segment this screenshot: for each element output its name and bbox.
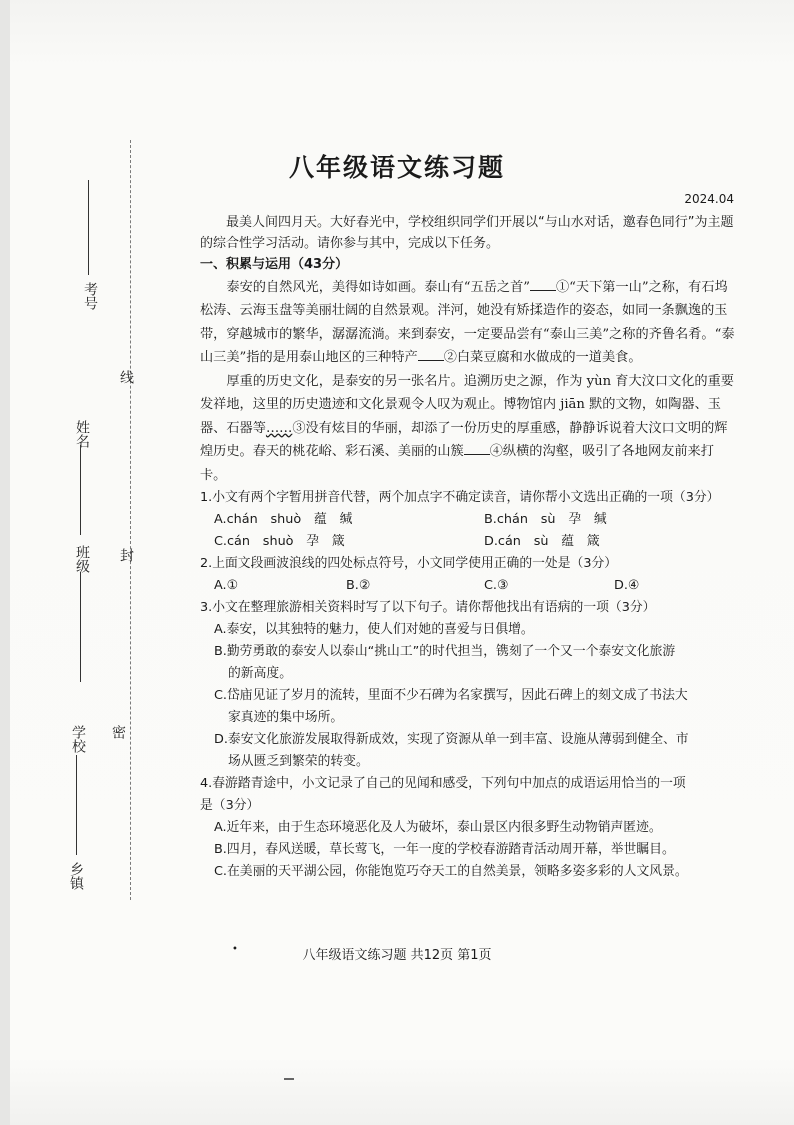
question-3-stem: 3.小文在整理旅游相关资料时写了以下句子。请你帮他找出有语病的一项（3分） (200, 600, 656, 615)
q3-option-d-continued: 场从匮乏到繁荣的转变。 (228, 754, 369, 769)
class-label: 班级 (74, 545, 90, 573)
q3-option-c[interactable]: C.岱庙见证了岁月的流转，里面不少石碑为名家撰写，因此石碑上的刻文成了书法大 (214, 688, 688, 703)
section-heading: 一、积累与运用（43分） (200, 257, 349, 272)
q2-option-d[interactable]: D.④ (614, 578, 640, 593)
q4-option-c[interactable]: C.在美丽的天平湖公园，你能饱览巧夺天工的自然美景，领略多姿多彩的人文风景。 (214, 864, 688, 879)
q1-option-c[interactable]: C.cán shuò 孕 箴 (214, 534, 345, 549)
q4-option-a[interactable]: A.近年来，由于生态环境恶化及人为破坏，泰山景区内很多野生动物销声匿迹。 (214, 820, 662, 835)
q4-option-b[interactable]: B.四月，春风送暖，草长莺飞，一年一度的学校春游踏青活动周开幕，举世瞩目。 (214, 842, 675, 857)
wavy-mark: …… (265, 420, 293, 436)
question-4-stem-continued: 是（3分） (200, 798, 260, 813)
stray-dot: • (232, 944, 238, 955)
intro-paragraph: 最美人间四月天。大好春光中，学校组织同学们开展以“与山水对话，邀春色同行”为主题的综合性学习活动。请你参与其中，完成以下任务。 (200, 215, 734, 251)
q2-option-b[interactable]: B.② (346, 578, 371, 593)
q1-option-a[interactable]: A.chán shuò 蕴 缄 (214, 512, 353, 527)
passage1-part-b: ①“天下第一山”之称，有石坞松涛、云海玉盘等美丽壮阔的自然景观。泮河，她没有矫揉造作的姿态，如同一条飘逸的玉带，穿越城市的繁华，潺潺流淌。来到泰安，一定要品尝有“泰山三美”之称的齐鲁名肴。“泰山三美”指的是用泰山地区的三种特产 (200, 279, 735, 365)
answer-blank (530, 278, 556, 291)
town-label: 乡镇 (68, 862, 84, 890)
passage2-part-a: 厚重的历史文化，是泰安的另一张名片。追溯历史之源，作为 yùn 育大汶口文化的重要发祥地，这里的历史遗迹和文化景观令人叹为观止。博物馆内 jiān 默的文物，如陶器、玉器、石器等 (200, 373, 734, 436)
q3-option-b[interactable]: B.勤劳勇敢的泰安人以泰山“挑山工”的时代担当，镌刻了一个又一个泰安文化旅游 (214, 644, 676, 659)
name-blank (80, 445, 81, 535)
question-2-stem: 2.上面文段画波浪线的四处标点符号，小文同学使用正确的一处是（3分） (200, 556, 618, 571)
q1-option-b[interactable]: B.chán sù 孕 缄 (484, 512, 607, 527)
question-4-stem: 4.春游踏青途中，小文记录了自己的见闻和感受，下列句中加点的成语运用恰当的一项 (200, 776, 686, 791)
q3-option-d[interactable]: D.泰安文化旅游发展取得新成效，实现了资源从单一到丰富、设施从薄弱到健全、市 (214, 732, 689, 747)
school-label: 学校 (70, 725, 86, 753)
exam-number-label: 考号 (82, 282, 98, 310)
class-blank (80, 572, 81, 682)
answer-blank (418, 348, 444, 361)
q3-option-b-continued: 的新高度。 (228, 666, 292, 681)
school-blank (76, 755, 77, 855)
exam-content (200, 212, 740, 883)
question-2-options (200, 575, 740, 597)
q3-option-a[interactable]: A.泰安，以其独特的魅力，使人们对她的喜爱与日俱增。 (214, 622, 534, 637)
passage-paragraph-2 (200, 370, 740, 488)
q3-option-c-continued: 家真迹的集中场所。 (228, 710, 344, 725)
answer-blank (464, 442, 490, 455)
name-label: 姓名 (74, 420, 90, 448)
passage-paragraph-1 (200, 276, 740, 370)
q1-option-d[interactable]: D.cán sù 蕴 箴 (484, 534, 600, 549)
question-1-options (200, 509, 740, 553)
seal-char-mi: 密 (110, 725, 126, 739)
seal-char-feng: 封 (118, 548, 134, 562)
scan-smudge (284, 1078, 294, 1080)
question-1-stem: 1.小文有两个字暂用拼音代替，两个加点字不确定读音，请你帮小文选出正确的一项（3分） (200, 490, 720, 505)
passage2-part-c: ③没有炫目的华丽，却添了一份历史的厚重感，静静诉说着大汶口文明的辉煌历史。春天的桃花峪、彩石溪、美丽的山簇 (200, 420, 728, 459)
exam-number-blank (88, 180, 89, 275)
passage1-part-a: 泰安的自然风光，美得如诗如画。泰山有“五岳之首” (226, 279, 530, 295)
passage2-part-d: ④纵横的沟壑，吸引了各地网友前来打卡。 (200, 444, 714, 483)
binding-line (130, 140, 131, 900)
passage1-part-c: ②白菜豆腐和水做成的一道美食。 (443, 350, 642, 365)
seal-char-xian: 线 (118, 370, 134, 384)
exam-date: 2024.04 (684, 192, 734, 206)
q2-option-c[interactable]: C.③ (484, 578, 509, 593)
page-footer: 八年级语文练习题 共12页 第1页 (302, 948, 492, 963)
page-title: 八年级语文练习题 (288, 153, 505, 182)
q2-option-a[interactable]: A.① (214, 578, 239, 593)
